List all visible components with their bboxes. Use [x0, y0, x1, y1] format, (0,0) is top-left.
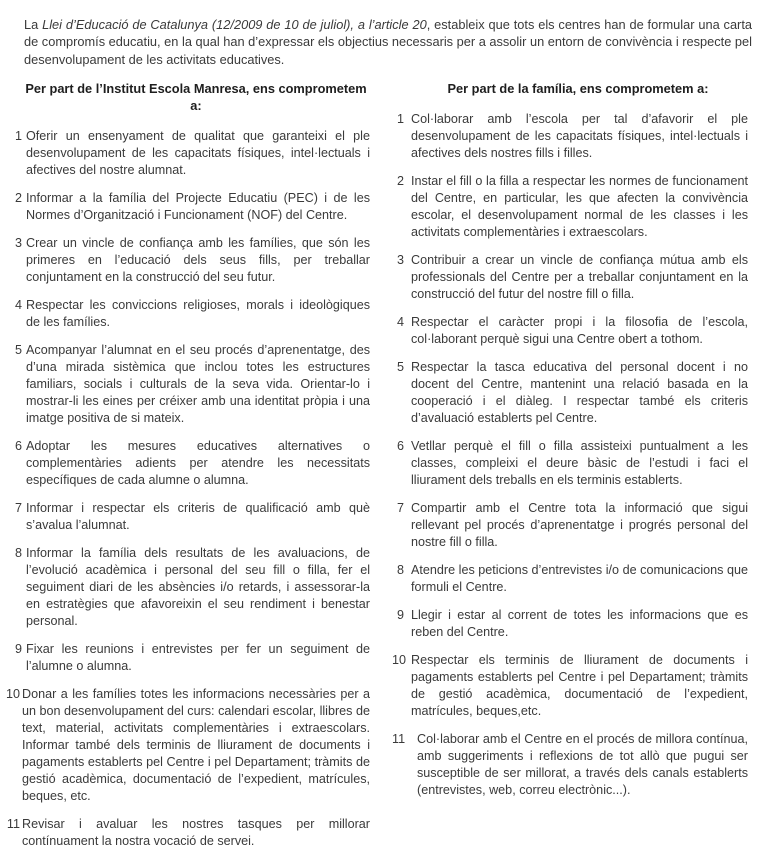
item-number: 8 — [14, 546, 22, 560]
family-commitments-list — [392, 111, 748, 799]
item-number: 5 — [396, 360, 404, 374]
school-commitments-column — [6, 80, 370, 861]
list-item — [10, 500, 370, 534]
item-text: Respectar el caràcter propi i la filosofia de l’escola, col·laborant perquè sigui una Centre obert a tothom. — [411, 315, 748, 346]
list-item — [10, 545, 370, 630]
list-item — [10, 641, 370, 675]
item-text: Compartir amb el Centre tota la informació que sigui rellevant pel procés d’aprenentatge i progrés personal del nostre fill o filla. — [411, 501, 748, 549]
item-text: Fixar les reunions i entrevistes per fer un seguiment de l’alumne o alumna. — [26, 642, 370, 673]
item-text: Oferir un ensenyament de qualitat que garanteixi el ple desenvolupament de les capacitats físiques, intel·lectuals i afectives del nostre alumnat. — [26, 129, 370, 177]
item-number: 1 — [14, 129, 22, 143]
item-text: Instar el fill o la filla a respectar les normes de funcionament del Centre, en particular, les que afecten la convivència escolar, el desenvolupament normal de les classes i les activitats complementàries i extraescolars. — [411, 174, 748, 239]
item-text: Llegir i estar al corrent de totes les informacions que es reben del Centre. — [411, 608, 748, 639]
list-item — [392, 359, 748, 427]
item-text: Informar i respectar els criteris de qualificació amb què s’avalua l’alumnat. — [26, 501, 370, 532]
item-number: 6 — [14, 439, 22, 453]
item-number: 4 — [14, 298, 22, 312]
family-commitments-heading: Per part de la família, ens comprometem a: — [447, 81, 709, 96]
item-number: 2 — [396, 174, 404, 188]
list-item — [10, 235, 370, 286]
item-text: Col·laborar amb l’escola per tal d’afavorir el ple desenvolupament de les capacitats físiques, intel·lectuals i afectives dels nostres fills i filles. — [411, 112, 748, 160]
item-text: Vetllar perquè el fill o filla assisteixi puntualment a les classes, compleixi el deure bàsic de l’estudi i faci el lliurament dels treballs en els terminis establerts. — [411, 439, 748, 487]
family-commitments-column — [392, 80, 748, 810]
item-text: Col·laborar amb el Centre en el procés de millora contínua, amb suggeriments i reflexions de tot allò que pugui ser susceptible de ser millorat, a través dels canals establerts (entrevistes, web, correu electrònic...). — [417, 732, 748, 797]
item-number: 8 — [396, 563, 404, 577]
item-text: Respectar els terminis de lliurament de documents i pagaments establerts pel Centre i pel Departament; tràmits de gestió acadèmica, documentació de l’expedient, matrícules, beques,etc. — [411, 653, 748, 718]
item-text: Acompanyar l’alumnat en el seu procés d’aprenentatge, des d’una mirada sistèmica que inclou totes les estructures familiars, socials i culturals de la seva vida. Orientar-lo i mostrar-li les eines per créixer amb una identitat pròpia i una imatge positiva de si mateix. — [26, 343, 370, 425]
item-text: Revisar i avaluar les nostres tasques per millorar contínuament la nostra vocació de servei. — [22, 817, 370, 848]
item-number: 3 — [396, 253, 404, 267]
list-item — [10, 190, 370, 224]
item-number: 10 — [392, 653, 407, 667]
list-item — [10, 128, 370, 179]
list-item — [392, 652, 748, 720]
item-number: 2 — [14, 191, 22, 205]
item-number: 5 — [14, 343, 22, 357]
item-text: Crear un vincle de confiança amb les famílies, que són les primeres en l’educació dels seus fills, per treballar conjuntament en la construcció del seu futur. — [26, 236, 370, 284]
item-number: 4 — [396, 315, 404, 329]
item-number: 3 — [14, 236, 22, 250]
list-item — [6, 816, 370, 850]
item-number: 6 — [396, 439, 404, 453]
list-item — [392, 111, 748, 162]
item-number: 10 — [6, 687, 21, 701]
school-commitments-heading: Per part de l’Institut Escola Manresa, ens comprometem a: — [25, 81, 367, 113]
list-item — [392, 607, 748, 641]
list-item — [392, 173, 748, 241]
intro-prefix: La — [24, 16, 43, 32]
item-number: 7 — [396, 501, 404, 515]
item-number: 1 — [396, 112, 404, 126]
list-item — [392, 252, 748, 303]
item-text: Respectar la tasca educativa del personal docent i no docent del Centre, mantenint una relació basada en la cooperació i el diàleg. I respectar també els criteris d’avaluació establerts pel Centre. — [411, 360, 748, 425]
intro-suffix: , estableix que tots els centres han de formular una carta de compromís educatiu, en la qual han d’expressar els objectius necessaris per a assolir un entorn de convivència i respecte pel desenvolupament de les activitats educatives. — [24, 16, 752, 67]
item-text: Atendre les peticions d’entrevistes i/o de comunicacions que formuli el Centre. — [411, 563, 748, 594]
intro-paragraph — [24, 16, 752, 69]
list-item — [10, 297, 370, 331]
item-number: 9 — [14, 642, 22, 656]
item-text: Contribuir a crear un vincle de confiança mútua amb els professionals del Centre per a treballar conjuntament en la construcció del futur del nostre fill o filla. — [411, 253, 748, 301]
list-item — [392, 562, 748, 596]
list-item — [392, 438, 748, 489]
list-item — [10, 438, 370, 489]
list-item — [392, 500, 748, 551]
item-number: 11 — [6, 817, 20, 831]
list-item — [392, 314, 748, 348]
item-text: Donar a les famílies totes les informacions necessàries per a un bon desenvolupament del curs: calendari escolar, llibres de text, material, activitats complementàries i extraescolars. Informar també dels terminis de lliurament de documents i pagaments establerts pel Centre i pel Departament; tràmits de gestió acadèmica, documentació de l’expedient, matrícules, beques, etc. — [22, 687, 370, 803]
school-commitments-list — [6, 128, 370, 850]
item-number: 11 — [392, 732, 406, 746]
law-reference: Llei d’Educació de Catalunya (12/2009 de 10 de juliol), a l’article 20 — [42, 16, 427, 32]
list-item — [6, 686, 370, 805]
list-item — [10, 342, 370, 427]
list-item — [392, 731, 748, 799]
item-text: Informar la família dels resultats de les avaluacions, de l’evolució acadèmica i personal del seu fill o filla, fer el seguiment diari de les absències i/o retards, i assessorar-la en estratègies que afavoreixin el seu rendiment i benestar personal. — [26, 546, 370, 628]
item-text: Adoptar les mesures educatives alternatives o complementàries adients per atendre les necessitats específiques de cada alumne o alumna. — [26, 439, 370, 487]
item-number: 9 — [396, 608, 404, 622]
item-text: Respectar les conviccions religioses, morals i ideològiques de les famílies. — [26, 298, 370, 329]
item-text: Informar a la família del Projecte Educatiu (PEC) i de les Normes d’Organització i Funcionament (NOF) del Centre. — [26, 191, 370, 222]
item-number: 7 — [14, 501, 22, 515]
